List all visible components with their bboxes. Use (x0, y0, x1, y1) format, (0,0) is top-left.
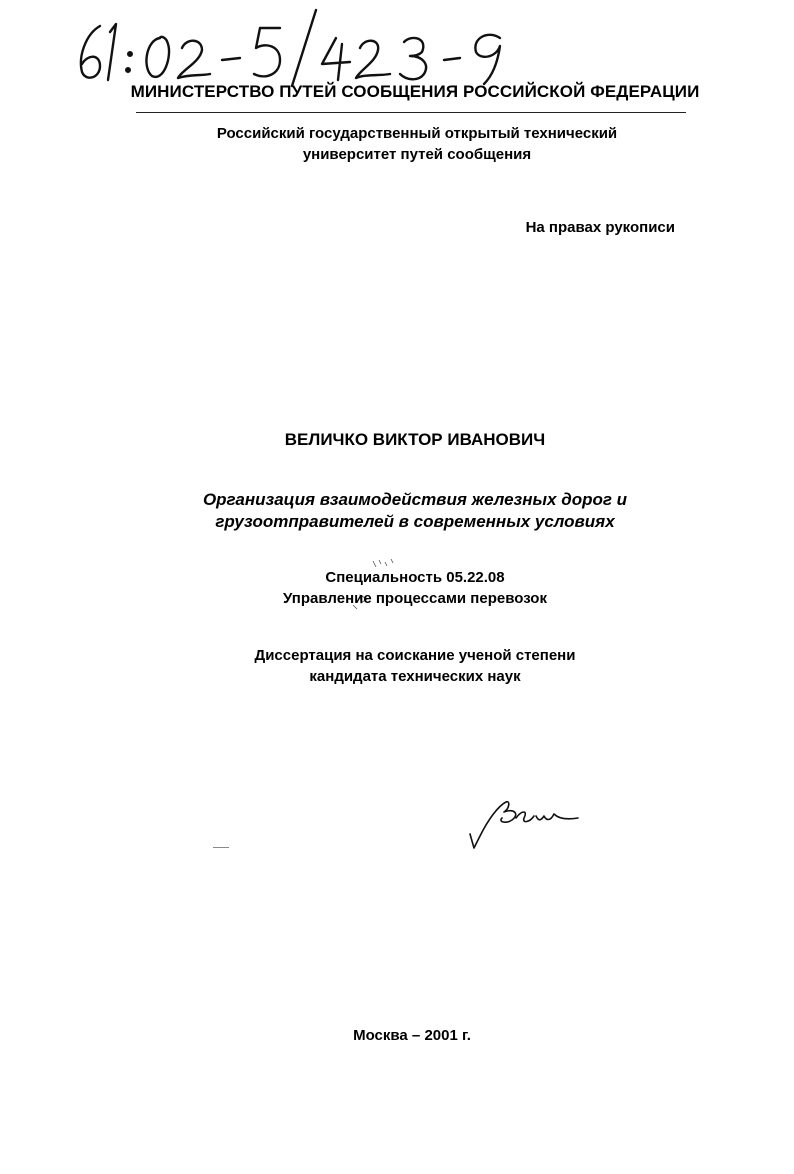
margin-mark (213, 847, 229, 848)
dissertation-title (0, 489, 794, 533)
author-signature (466, 796, 586, 856)
header-divider (136, 112, 686, 113)
ministry-header: МИНИСТЕРСТВО ПУТЕЙ СООБЩЕНИЯ РОССИЙСКОЙ ФЕДЕРАЦИИ (130, 82, 700, 101)
specialty-name: Управление процессами перевозок (283, 590, 547, 607)
dissertation-title-line1: Организация взаимодействия железных дорог и (202, 490, 628, 509)
university-name (0, 123, 794, 165)
author-name: ВЕЛИЧКО ВИКТОР ИВАНОВИЧ (284, 430, 546, 449)
specialty-block (0, 567, 794, 609)
degree-statement-line1: Диссертация на соискание ученой степени (254, 647, 576, 664)
rights-notice: На правах рукописи (525, 219, 675, 236)
city-and-year: Москва – 2001 г. (353, 1027, 471, 1044)
university-name-line1: Российский государственный открытый технический (216, 125, 618, 142)
degree-statement-line2: кандидата технических наук (309, 668, 521, 685)
university-name-line2: университет путей сообщения (302, 146, 532, 163)
handwritten-archive-number (60, 8, 530, 88)
degree-statement (0, 645, 794, 687)
specialty-code: Специальность 05.22.08 (325, 569, 505, 586)
dissertation-title-line2: грузоотправителей в современных условиях (215, 512, 615, 531)
